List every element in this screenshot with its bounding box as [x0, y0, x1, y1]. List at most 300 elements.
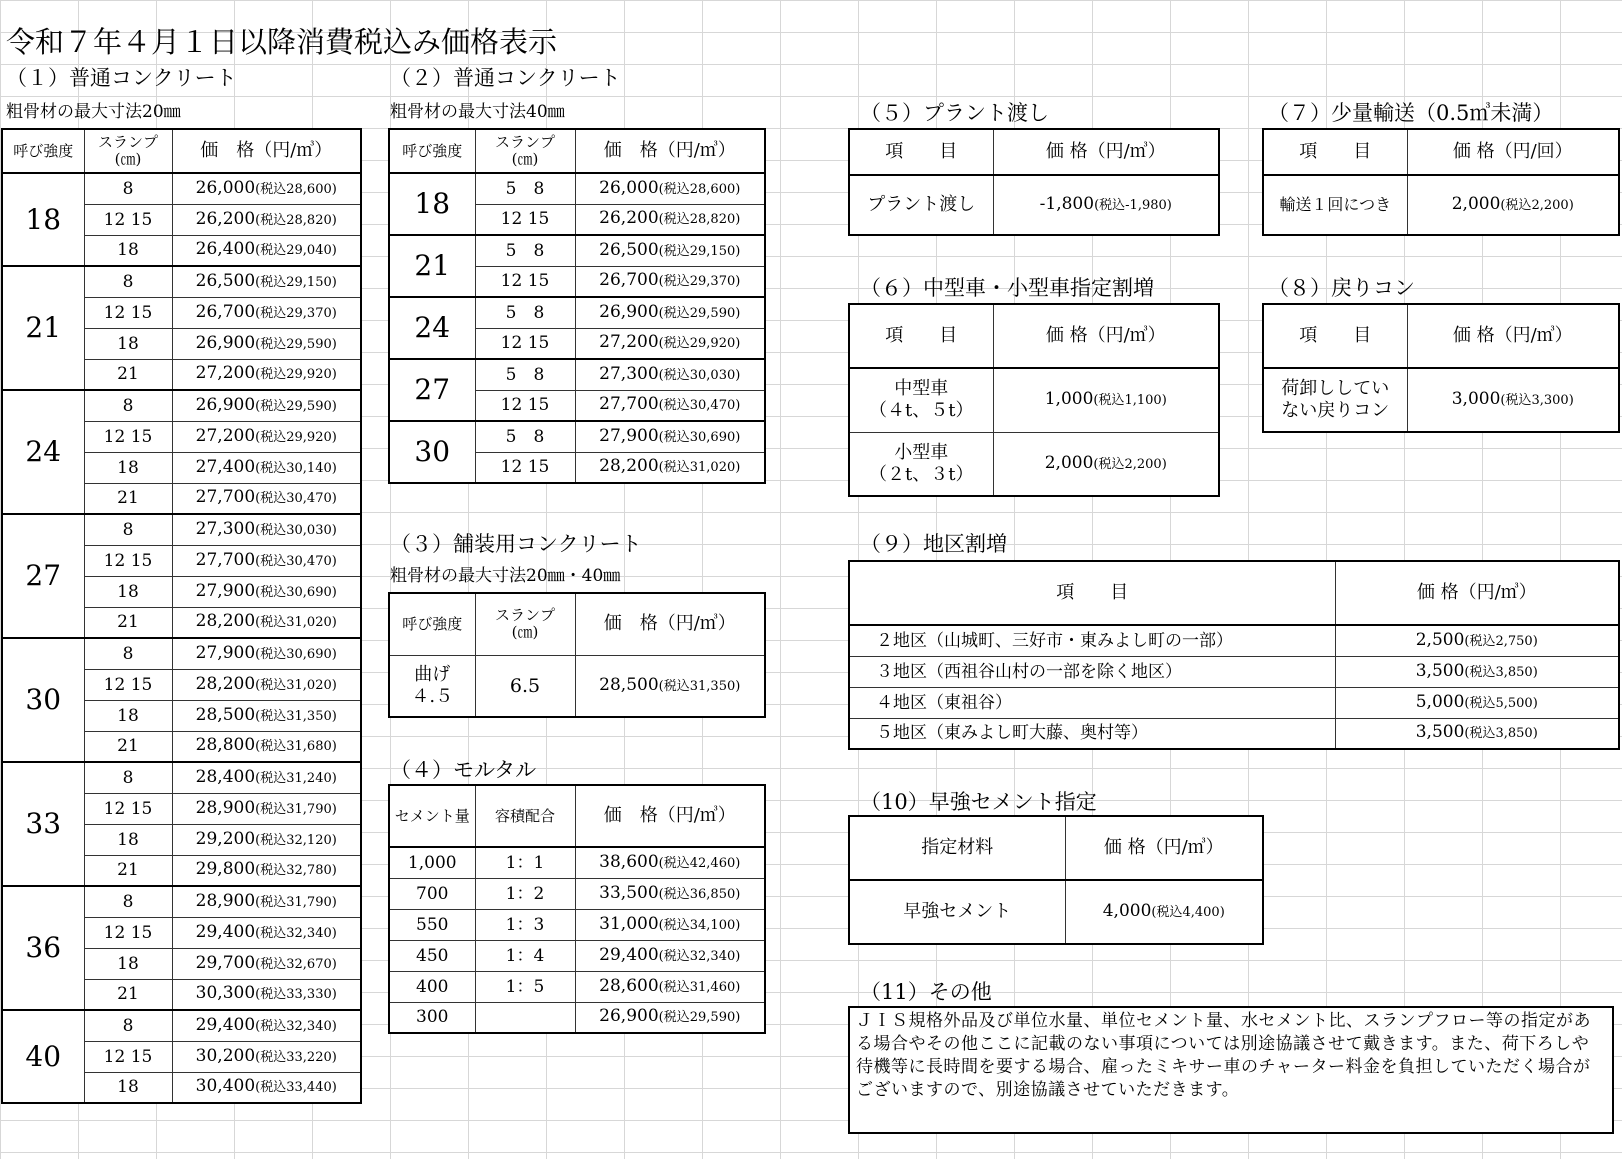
price-value: 26,200 [599, 208, 659, 229]
price-value: 27,900 [195, 580, 256, 601]
tax-value: 32,340 [286, 925, 332, 941]
table-row [2, 514, 361, 545]
cell-price: 26,200(税込28,820) [172, 204, 361, 235]
tax-label: 税込 [663, 305, 690, 321]
tax-label: 税込 [1098, 393, 1125, 409]
tax-label: 税込 [260, 243, 287, 259]
s1-price-table [1, 128, 362, 1104]
tax-value: 30,690 [689, 429, 736, 445]
slump-cell: 12 15 [84, 1041, 172, 1072]
header-price: 価 格（円/回） [1407, 129, 1619, 175]
price-value: 28,400 [195, 766, 256, 787]
tax-value: 31,020 [689, 460, 736, 476]
tax-label: 税込 [663, 336, 690, 352]
tax-label: 税込 [663, 181, 690, 197]
header-strength: 呼び強度 [389, 593, 475, 655]
price-value: 3,500 [1415, 660, 1465, 681]
s3-heading: （３）舗装用コンクリート [390, 532, 642, 556]
tax-value: 29,920 [286, 429, 332, 445]
s3-subheading: 粗骨材の最大寸法20㎜・40㎜ [390, 566, 621, 586]
cell-item: 荷卸ししてい ない戻りコン [1263, 368, 1407, 432]
tax-value: 29,590 [689, 305, 736, 321]
tax-value: 29,920 [689, 336, 736, 352]
tax-label: 税込 [663, 1010, 690, 1026]
price-value: 27,200 [195, 425, 256, 446]
price-value: 29,800 [195, 859, 256, 880]
slump-cell: 18 [84, 1072, 172, 1103]
cell-item: 早強セメント [849, 880, 1065, 944]
tax-value: 5,500 [1495, 695, 1533, 711]
cell-item: 中型車 （４t、５t） [849, 368, 993, 432]
s5-table [848, 128, 1220, 236]
header-price: 価 格（円/㎥） [172, 129, 361, 173]
slump-cell: 18 [84, 824, 172, 855]
header-strength: 呼び強度 [389, 129, 475, 173]
tax-value: 31,680 [286, 739, 332, 755]
cell-price: 28,500(税込31,350) [172, 700, 361, 731]
tax-value: 29,590 [689, 1010, 736, 1026]
s9-heading: （９）地区割増 [860, 532, 1007, 556]
s1-heading: （１）普通コンクリート [6, 66, 237, 90]
s8-heading: （８）戻りコン [1268, 276, 1415, 300]
tax-value: 31,020 [286, 615, 332, 631]
cell-price: 2,500(税込2,750) [1335, 625, 1619, 656]
slump-cell: 21 [84, 359, 172, 390]
tax-value: 29,370 [286, 305, 332, 321]
tax-label: 税込 [663, 274, 690, 290]
price-value: 26,500 [195, 270, 256, 291]
slump-cell: 12 15 [84, 297, 172, 328]
price-value: 30,400 [195, 1076, 256, 1097]
district-cell: ３地区（西祖谷山村の一部を除く地区） [849, 656, 1335, 687]
price-value: 27,200 [195, 363, 256, 384]
header-price: 価 格（円/㎥） [575, 593, 765, 655]
cell-price: 30,400(税込33,440) [172, 1072, 361, 1103]
tax-value: 4,400 [1182, 905, 1220, 920]
slump-cell: 18 [84, 452, 172, 483]
strength-cell: 27 [389, 359, 475, 421]
slump-cell: 8 [84, 886, 172, 917]
s8-table [1262, 303, 1620, 433]
tax-value: 34,100 [689, 917, 736, 933]
table-row [389, 235, 765, 266]
price-value: 29,400 [599, 944, 659, 965]
cell-price: 3,000(税込3,300) [1407, 368, 1619, 432]
district-cell: ４地区（東祖谷） [849, 687, 1335, 718]
price-value: 27,300 [195, 518, 256, 539]
tax-value: 3,850 [1495, 664, 1533, 680]
table-row [849, 687, 1619, 718]
cell-price: 3,500(税込3,850) [1335, 656, 1619, 687]
tax-label: 税込 [260, 274, 287, 290]
price-value: 29,400 [195, 921, 256, 942]
tax-label: 税込 [260, 646, 287, 662]
mix-cell: 1：5 [475, 971, 575, 1002]
strength-cell: 18 [389, 173, 475, 235]
tax-label: 税込 [1469, 695, 1496, 711]
header-price: 価 格（円/㎥） [993, 129, 1219, 175]
tax-label: 税込 [260, 956, 287, 972]
cell-price: 2,000(税込2,200) [1407, 175, 1619, 235]
tax-value: -1,980 [1125, 198, 1167, 213]
header-cement: セメント量 [389, 785, 475, 847]
tax-value: 28,820 [689, 212, 736, 228]
tax-label: 税込 [260, 212, 287, 228]
header-slump: スランプ (㎝) [84, 129, 172, 173]
tax-value: 42,460 [689, 855, 736, 871]
slump-cell: 18 [84, 576, 172, 607]
slump-cell: 8 [84, 266, 172, 297]
tax-value: 29,040 [286, 243, 332, 259]
cell-price: 29,700(税込32,670) [172, 948, 361, 979]
tax-label: 税込 [260, 460, 287, 476]
slump-cell: 5 8 [475, 359, 575, 390]
slump-cell: 21 [84, 731, 172, 762]
tax-label: 税込 [260, 894, 287, 910]
s4-mortar-table [388, 784, 766, 1034]
header-slump: スランプ (㎝) [475, 129, 575, 173]
cell-price: 31,000(税込34,100) [575, 909, 765, 940]
tax-label: 税込 [1469, 664, 1496, 680]
tax-label: 税込 [260, 305, 287, 321]
tax-value: 31,020 [286, 677, 332, 693]
cell-price: 27,300(税込30,030) [575, 359, 765, 390]
price-value: -1,800 [1039, 194, 1095, 214]
slump-cell: 12 15 [84, 793, 172, 824]
tax-label: 税込 [1505, 198, 1532, 213]
tax-label: 税込 [260, 770, 287, 786]
tax-label: 税込 [260, 336, 287, 352]
price-value: 26,400 [195, 239, 256, 260]
cell-item: 輸送１回につき [1263, 175, 1407, 235]
tax-label: 税込 [663, 855, 690, 871]
table-row [2, 1010, 361, 1041]
table-row [2, 390, 361, 421]
header-price: 価 格（円/㎥） [575, 785, 765, 847]
price-value: 33,500 [599, 882, 659, 903]
table-row [389, 297, 765, 328]
tax-label: 税込 [663, 212, 690, 228]
tax-value: 29,370 [689, 274, 736, 290]
tax-value: 29,150 [689, 243, 736, 259]
cell-price: 26,900(税込29,590) [575, 1002, 765, 1033]
cell-price: 28,500(税込31,350) [575, 655, 765, 717]
tax-label: 税込 [260, 1018, 287, 1034]
price-value: 1,000 [1044, 389, 1094, 410]
cell-price: 27,300(税込30,030) [172, 514, 361, 545]
header-item: 項 目 [1263, 129, 1407, 175]
price-value: 28,200 [599, 456, 659, 477]
table-row [389, 359, 765, 390]
slump-cell: 18 [84, 700, 172, 731]
tax-label: 税込 [260, 739, 287, 755]
cell-price: 4,000(税込4,400) [1065, 880, 1263, 944]
slump-cell: 12 15 [84, 545, 172, 576]
price-value: 29,200 [195, 828, 256, 849]
cell-item: 小型車 （２t、３t） [849, 432, 993, 496]
table-row [389, 940, 765, 971]
table-row [849, 625, 1619, 656]
cell-price: 29,400(税込32,340) [172, 917, 361, 948]
cell-price: 1,000(税込1,100) [993, 368, 1219, 432]
s11-heading: （11）その他 [860, 980, 992, 1004]
price-value: 26,700 [195, 301, 256, 322]
cell-price: 26,900(税込29,590) [172, 328, 361, 359]
tax-label: 税込 [663, 398, 690, 414]
tax-value: 3,300 [1531, 393, 1569, 408]
header-item: 項 目 [849, 129, 993, 175]
slump-cell: 21 [84, 607, 172, 638]
slump-cell: 5 8 [475, 421, 575, 452]
price-value: 26,900 [599, 1006, 659, 1027]
cell-price: 38,600(税込42,460) [575, 847, 765, 878]
slump-cell: 5 8 [475, 297, 575, 328]
cement-cell: 700 [389, 878, 475, 909]
cell-price: 27,900(税込30,690) [575, 421, 765, 452]
cell-price: -1,800(税込-1,980) [993, 175, 1219, 235]
tax-value: 2,200 [1124, 456, 1162, 472]
tax-label: 税込 [260, 832, 287, 848]
cell-price: 3,500(税込3,850) [1335, 718, 1619, 749]
table-row [389, 1002, 765, 1033]
cell-price: 26,500(税込29,150) [172, 266, 361, 297]
tax-value: 29,590 [286, 398, 332, 414]
cell-price: 26,700(税込29,370) [172, 297, 361, 328]
tax-label: 税込 [663, 243, 690, 259]
cell-price: 26,700(税込29,370) [575, 266, 765, 297]
cell-price: 28,200(税込31,020) [172, 607, 361, 638]
cell-price: 27,200(税込29,920) [172, 359, 361, 390]
price-value: 28,500 [599, 674, 659, 695]
s7-heading: （７）少量輸送（0.5㎥未満） [1268, 101, 1554, 125]
tax-value: 2,750 [1495, 633, 1533, 649]
tax-value: 32,120 [286, 832, 332, 848]
slump-cell: 12 15 [475, 328, 575, 359]
cell-price: 29,200(税込32,120) [172, 824, 361, 855]
table-row [2, 266, 361, 297]
price-value: 5,000 [1415, 691, 1465, 712]
slump-cell: 5 8 [475, 173, 575, 204]
cell-price: 27,900(税込30,690) [172, 638, 361, 669]
header-item: 項 目 [849, 561, 1335, 625]
mix-cell [475, 1002, 575, 1033]
tax-label: 税込 [260, 491, 287, 507]
s4-heading: （４）モルタル [390, 758, 537, 782]
strength-cell: 30 [389, 421, 475, 483]
table-row [389, 421, 765, 452]
tax-value: 32,340 [689, 948, 736, 964]
cell-price: 26,900(税込29,590) [172, 390, 361, 421]
tax-label: 税込 [663, 948, 690, 964]
cell-price: 26,000(税込28,600) [575, 173, 765, 204]
cement-cell: 300 [389, 1002, 475, 1033]
tax-label: 税込 [260, 863, 287, 879]
slump-cell: 12 15 [475, 204, 575, 235]
slump-cell: 18 [84, 235, 172, 266]
cell-price: 28,900(税込31,790) [172, 886, 361, 917]
price-value: 26,900 [599, 301, 659, 322]
tax-value: 32,780 [286, 863, 332, 879]
table-row [389, 878, 765, 909]
tax-label: 税込 [1469, 726, 1496, 742]
mix-cell: 1：1 [475, 847, 575, 878]
strength-cell: 24 [389, 297, 475, 359]
strength-cell: 33 [2, 762, 84, 886]
tax-label: 税込 [260, 987, 287, 1003]
price-value: 26,700 [599, 270, 659, 291]
slump-cell: 12 15 [475, 390, 575, 421]
header-slump: スランプ (㎝) [475, 593, 575, 655]
s5-heading: （５）プラント渡し [860, 101, 1049, 125]
cell-price: 28,200(税込31,020) [172, 669, 361, 700]
tax-value: 28,600 [689, 181, 736, 197]
cell-price: 28,400(税込31,240) [172, 762, 361, 793]
tax-value: 29,590 [286, 336, 332, 352]
price-value: 28,800 [195, 735, 256, 756]
tax-label: 税込 [260, 398, 287, 414]
tax-label: 税込 [260, 1049, 287, 1065]
slump-cell: 12 15 [475, 452, 575, 483]
s7-table [1262, 128, 1620, 236]
slump-cell: 12 15 [84, 917, 172, 948]
cell-price: 30,300(税込33,330) [172, 979, 361, 1010]
table-row [389, 173, 765, 204]
price-value: 29,700 [195, 952, 256, 973]
s2-subheading: 粗骨材の最大寸法40㎜ [390, 102, 565, 122]
strength-cell: 40 [2, 1010, 84, 1103]
s6-table [848, 303, 1220, 497]
table-row [2, 886, 361, 917]
s10-table [848, 815, 1264, 945]
price-value: 28,500 [195, 704, 256, 725]
cell-price: 28,200(税込31,020) [575, 452, 765, 483]
tax-label: 税込 [260, 801, 287, 817]
tax-value: 33,330 [286, 987, 332, 1003]
cell-slump: 6.5 [475, 655, 575, 717]
strength-cell: 18 [2, 173, 84, 266]
header-price: 価 格（円/㎥） [575, 129, 765, 173]
cell-price: 27,900(税込30,690) [172, 576, 361, 607]
tax-value: 30,030 [689, 367, 736, 383]
slump-cell: 8 [84, 638, 172, 669]
tax-label: 税込 [260, 925, 287, 941]
tax-label: 税込 [260, 708, 287, 724]
strength-cell: 27 [2, 514, 84, 638]
tax-label: 税込 [1099, 198, 1126, 213]
price-value: 2,000 [1044, 452, 1094, 473]
tax-label: 税込 [260, 553, 287, 569]
mix-cell: 1：2 [475, 878, 575, 909]
tax-value: 33,440 [286, 1080, 332, 1096]
cement-cell: 1,000 [389, 847, 475, 878]
price-value: 26,900 [195, 394, 256, 415]
tax-value: 30,470 [286, 491, 332, 507]
tax-value: 30,470 [286, 553, 332, 569]
s6-heading: （６）中型車・小型車指定割増 [860, 276, 1154, 300]
cell-strength: 曲げ ４.５ [389, 655, 475, 717]
tax-value: 1,100 [1124, 393, 1162, 409]
cell-price: 28,600(税込31,460) [575, 971, 765, 1002]
header-price: 価 格（円/㎥） [1335, 561, 1619, 625]
cell-price: 26,200(税込28,820) [575, 204, 765, 235]
price-value: 30,300 [195, 983, 256, 1004]
price-value: 30,200 [195, 1045, 256, 1066]
table-row [2, 173, 361, 204]
price-value: 27,700 [195, 487, 256, 508]
slump-cell: 12 15 [84, 669, 172, 700]
price-value: 2,500 [1415, 629, 1465, 650]
strength-cell: 24 [2, 390, 84, 514]
price-value: 31,000 [599, 913, 659, 934]
cement-cell: 400 [389, 971, 475, 1002]
tax-label: 税込 [260, 677, 287, 693]
tax-value: 30,030 [286, 522, 332, 538]
price-value: 28,200 [195, 673, 256, 694]
slump-cell: 18 [84, 948, 172, 979]
cement-cell: 550 [389, 909, 475, 940]
s9-district-table [848, 560, 1620, 750]
tax-value: 28,820 [286, 212, 332, 228]
slump-cell: 12 15 [475, 266, 575, 297]
tax-label: 税込 [260, 584, 287, 600]
strength-cell: 21 [389, 235, 475, 297]
tax-label: 税込 [1469, 633, 1496, 649]
tax-value: 30,690 [286, 584, 332, 600]
mix-cell: 1：3 [475, 909, 575, 940]
cell-price: 27,700(税込30,470) [575, 390, 765, 421]
cell-price: 26,000(税込28,600) [172, 173, 361, 204]
price-value: 26,200 [195, 208, 256, 229]
tax-value: 36,850 [689, 886, 736, 902]
tax-value: 31,350 [689, 678, 736, 694]
cell-price: 28,900(税込31,790) [172, 793, 361, 824]
price-value: 28,900 [195, 890, 256, 911]
header-price: 価 格（円/㎥） [1407, 304, 1619, 368]
cell-price: 26,900(税込29,590) [575, 297, 765, 328]
tax-value: 31,350 [286, 708, 332, 724]
cell-price: 29,400(税込32,340) [575, 940, 765, 971]
tax-value: 31,240 [286, 770, 332, 786]
price-value: 27,200 [599, 332, 659, 353]
slump-cell: 5 8 [475, 235, 575, 266]
slump-cell: 21 [84, 855, 172, 886]
s2-heading: （２）普通コンクリート [390, 66, 621, 90]
tax-label: 税込 [663, 367, 690, 383]
header-material: 指定材料 [849, 816, 1065, 880]
tax-label: 税込 [260, 615, 287, 631]
tax-label: 税込 [260, 522, 287, 538]
cell-price: 30,200(税込33,220) [172, 1041, 361, 1072]
slump-cell: 8 [84, 514, 172, 545]
price-value: 27,700 [195, 549, 256, 570]
tax-label: 税込 [1505, 393, 1532, 408]
tax-value: 32,670 [286, 956, 332, 972]
table-row [849, 718, 1619, 749]
tax-value: 2,200 [1531, 198, 1569, 213]
s1-subheading: 粗骨材の最大寸法20㎜ [6, 102, 181, 122]
s3-price-table [388, 592, 766, 718]
strength-cell: 30 [2, 638, 84, 762]
s10-heading: （10）早強セメント指定 [860, 790, 1097, 814]
strength-cell: 36 [2, 886, 84, 1010]
cell-price: 26,500(税込29,150) [575, 235, 765, 266]
slump-cell: 8 [84, 762, 172, 793]
tax-label: 税込 [260, 181, 287, 197]
tax-value: 32,340 [286, 1018, 332, 1034]
price-value: 38,600 [599, 851, 659, 872]
cell-price: 2,000(税込2,200) [993, 432, 1219, 496]
price-value: 27,900 [195, 642, 256, 663]
